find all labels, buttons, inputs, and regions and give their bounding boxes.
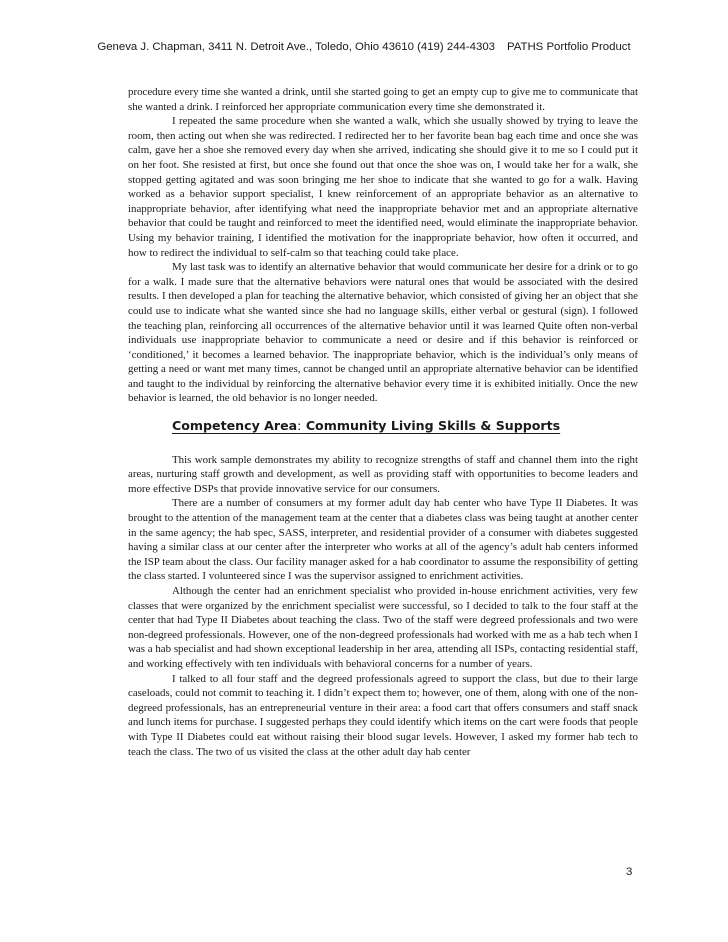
body-paragraph: I talked to all four staff and the degreed professionals agreed to support the class, but due to their large caseloads, could not commit to teaching it. I didn’t expect them to; however, one of them, along with one of the non-degreed professionals, has an entrepreneurial venture in their area: a food cart that offers consumers and staff snack and lunch items for purchase. I suggested perhaps they could identify which items on the cart were foods that people with Type II Diabetes could eat without raising their blood sugar levels. However, I asked my former hab tech to teach the class. The two of us visited the class at the other adult day hab center (128, 672, 638, 758)
paragraphs-before-heading (128, 85, 638, 406)
section-heading-row (128, 419, 638, 435)
heading-separator: : (297, 418, 302, 434)
header-product: PATHS Portfolio Product (507, 41, 631, 53)
page-header (0, 41, 728, 53)
paragraphs-after-heading (128, 453, 638, 759)
body-paragraph: My last task was to identify an alternative behavior that would communicate her desire for a drink or to go for a walk. I made sure that the alternative behaviors were natural ones that would be associated with the desired results. I then developed a plan for teaching the alternative behavior, which consisted of giving her an object that she could use to indicate what she wanted since she had no language skills, either verbal or gestural (sign). I followed the teaching plan, reinforcing all occurrences of the alternative behavior until it was learned Quite often non-verbal individuals use inappropriate behavior to communicate a need or desire and if this behavior is reinforced or ‘conditioned,’ it becomes a learned behavior. The inappropriate behavior, which is the individual’s only means of getting a need or want met many times, cannot be changed until an appropriate alternative behavior can be identified and taught to the individual by reinforcing the alternative behavior every time it is exhibited initially. Once the new behavior is learned, the old behavior is no longer needed. (128, 261, 638, 405)
body-paragraph: There are a number of consumers at my former adult day hab center who have Type II Diabetes. It was brought to the attention of the management team at the center that a diabetes class was being taught at another center in the same agency; the hab spec, SASS, interpreter, and residential provider of a consumer with diabetes suggested having a similar class at our center after the interpreter who works at all of the agency’s adult hab centers informed the ISP team about the class. Our facility manager asked for a hab coordinator to assume the responsibility of getting the class started. I volunteered since I was the supervisor assigned to enrichment activities. (128, 497, 638, 583)
body-paragraph: Although the center had an enrichment specialist who provided in-house enrichment activities, very few classes that were organized by the enrichment specialist were successful, so I decided to talk to the four staff at the center that had Type II Diabetes about teaching the class. Two of the staff were degreed professionals and two were non-degreed professionals. However, one of the non-degreed professionals had worked with me as a hab tech when I was a hab specialist and had shown exceptional leadership in her area, attending all ISPs, contacting residential staff, and working effectively with ten individuals with behavioral concerns for a number of years. (128, 585, 638, 670)
heading-title: Community Living Skills & Supports (305, 418, 561, 434)
body-paragraph: procedure every time she wanted a drink, until she started going to get an empty cup to give me to communicate that she wanted a drink. I reinforced her appropriate communication every time she demonstrated it. (128, 86, 638, 113)
document-body (128, 85, 638, 759)
body-paragraph: This work sample demonstrates my ability to recognize strengths of staff and channel them into the right areas, nurturing staff growth and development, as well as providing staff with opportunities to become leaders and more effective DSPs that provide innovative service for our consumers. (128, 453, 638, 495)
page-number: 3 (626, 866, 633, 878)
heading-label: Competency Area (172, 418, 298, 434)
body-paragraph: I repeated the same procedure when she wanted a walk, which she usually showed by trying to leave the room, then acting out when she was redirected. I redirected her to her favorite bean bag each time and once she was calm, gave her a shoe she removed every day when she arrived, indicating she should give it to me so I could put it on her foot. She resisted at first, but once she found out that once the shoe was on, I would take her for a walk, she stopped getting agitated and was soon bringing me her shoe to indicate that she wanted to go for a walk. Having worked as a behavior support specialist, I knew reinforcement of an appropriate behavior as an alternative to inappropriate behavior, after identifying what need the inappropriate behavior met and an appropriate alternative behavior that could be taught and reinforced to meet the identified need, would eliminate the inappropriate behavior. Using my behavior training, I identified the motivation for the inappropriate behavior, how often it occurred, and how to redirect the individual to self-calm so that teaching could take place. (128, 115, 638, 259)
section-heading (172, 419, 560, 434)
header-author-info: Geneva J. Chapman, 3411 N. Detroit Ave., Toledo, Ohio 43610 (419) 244-4303 (97, 41, 495, 53)
